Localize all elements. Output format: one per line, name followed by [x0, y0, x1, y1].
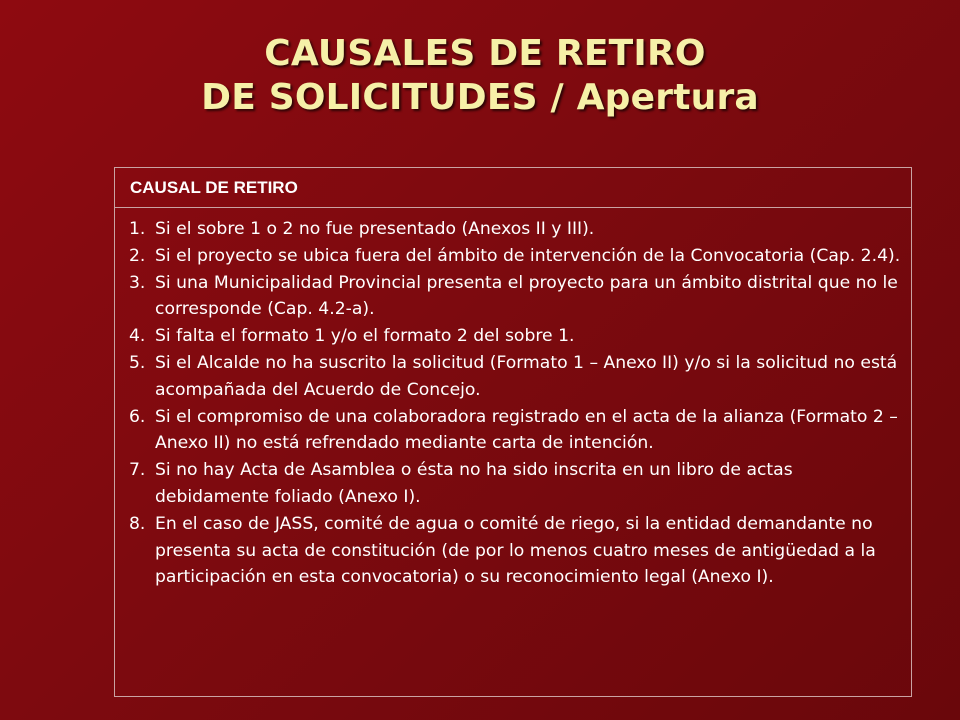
- list-item-number: 1.: [129, 219, 146, 239]
- list-item-text: Si el Alcalde no ha suscrito la solicitud (Formato 1 – Anexo II) y/o si la solicitud no está acompañada del Acuerdo de Concejo.: [155, 352, 898, 400]
- list-item-text: Si el sobre 1 o 2 no fue presentado (Anexos II y III).: [155, 219, 595, 239]
- slide-title-line-2: DE SOLICITUDES / Apertura: [201, 77, 759, 118]
- list-item-text: Si el proyecto se ubica fuera del ámbito de intervención de la Convocatoria (Cap. 2.4).: [155, 245, 901, 266]
- list-item-number: 5.: [129, 352, 146, 373]
- list-item: [129, 270, 901, 324]
- causales-table: [114, 167, 912, 697]
- list-item-number: 7.: [129, 460, 146, 481]
- list-item-number: 2.: [129, 245, 146, 266]
- causales-list: [129, 216, 901, 591]
- list-item: [129, 243, 901, 270]
- list-item: [129, 323, 901, 350]
- list-item-number: 3.: [129, 272, 146, 293]
- table-body: [115, 208, 911, 591]
- slide-title: [0, 32, 960, 120]
- list-item-text: Si no hay Acta de Asamblea o ésta no ha sido inscrita en un libro de actas debidamente foliado (Anexo I).: [155, 460, 793, 507]
- list-item: [129, 404, 901, 458]
- list-item: [129, 350, 901, 404]
- list-item-text: En el caso de JASS, comité de agua o comité de riego, si la entidad demandante no presenta su acta de constitución (de por lo menos cuatro meses de antigüedad a la participación en esta convocatoria) o su reconocimiento legal (Anexo I).: [155, 513, 876, 588]
- list-item-text: Si una Municipalidad Provincial presenta el proyecto para un ámbito distrital que no le corresponde (Cap. 4.2-a).: [155, 272, 898, 320]
- list-item-text: Si el compromiso de una colaboradora registrado en el acta de la alianza (Formato 2 – Anexo II) no está refrendado mediante carta de intención.: [155, 406, 898, 454]
- table-header: CAUSAL DE RETIRO: [115, 168, 911, 208]
- list-item: [129, 216, 901, 243]
- slide-title-line-1: CAUSALES DE RETIRO: [264, 33, 706, 74]
- list-item-number: 4.: [129, 326, 146, 347]
- list-item-number: 8.: [129, 513, 146, 534]
- list-item-text: Si falta el formato 1 y/o el formato 2 del sobre 1.: [155, 326, 575, 347]
- list-item: [129, 511, 901, 591]
- list-item-number: 6.: [129, 406, 146, 427]
- list-item: [129, 457, 901, 511]
